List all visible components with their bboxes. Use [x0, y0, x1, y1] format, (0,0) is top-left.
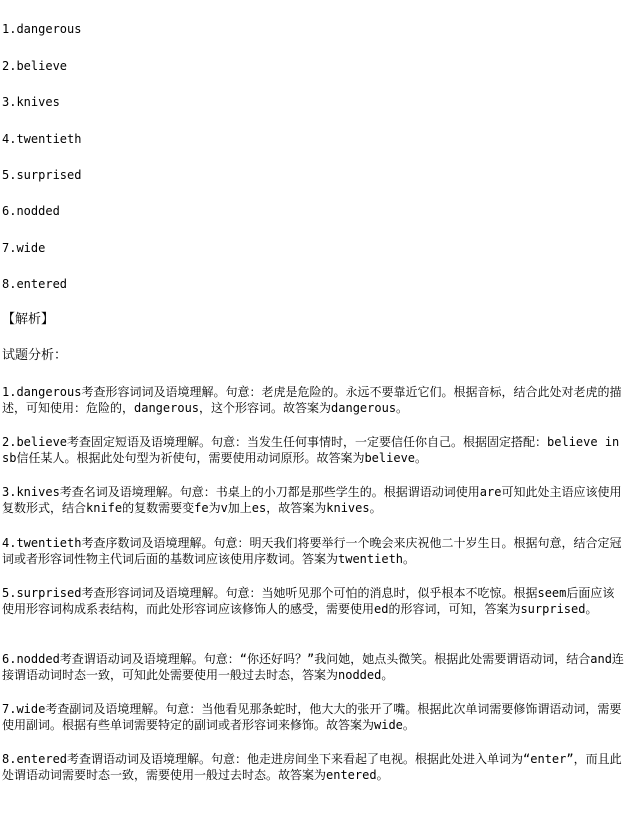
- answer-item-4: 4.twentieth: [2, 132, 82, 146]
- explanation-1: 1.dangerous考查形容词词及语境理解。句意：老虎是危险的。永远不要靠近它们。根据音标，结合此处对老虎的描述，可知使用：危险的，dangerous，这个形容词。故答案为dangerous。: [2, 385, 622, 415]
- explanation-8: 8.entered考查谓语动词及语境理解。句意：他走进房间坐下来看起了电视。根据此处进入单词为“enter”，而且此处谓语动词需要时态一致，需要使用一般过去时态。故答案为entered。: [2, 752, 622, 782]
- explanation-7: 7.wide考查副词及语境理解。句意：当他看见那条蛇时，他大大的张开了嘴。根据此次单词需要修饰谓语动词，需要使用副词。根据有些单词需要特定的副词或者形容词来修饰。故答案为wide。: [2, 702, 622, 732]
- analysis-heading: 【解析】: [2, 312, 55, 327]
- explanation-2: 2.believe考查固定短语及语境理解。句意：当发生任何事情时，一定要信任你自己。根据固定搭配：believe in sb信任某人。根据此处句型为祈使句，需要使用动词原形。故答案为believe。: [2, 435, 620, 465]
- answer-item-6: 6.nodded: [2, 204, 60, 218]
- answer-item-1: 1.dangerous: [2, 22, 82, 36]
- explanation-4: 4.twentieth考查序数词及语境理解。句意：明天我们将要举行一个晚会来庆祝他二十岁生日。根据句意，结合定冠词或者形容词性物主代词后面的基数词应该使用序数词。答案为twentieth。: [2, 536, 622, 566]
- answer-item-5: 5.surprised: [2, 168, 82, 182]
- explanation-6: 6.nodded考查谓语动词及语境理解。句意：“你还好吗？”我问她，她点头微笑。根据此处需要谓语动词，结合and连接谓语动词时态一致，可知此处需要使用一般过去时态，答案为nodded。: [2, 652, 624, 682]
- answer-item-7: 7.wide: [2, 241, 46, 255]
- answer-item-8: 8.entered: [2, 277, 68, 291]
- explanation-3: 3.knives考查名词及语境理解。句意：书桌上的小刀都是那些学生的。根据谓语动词使用are可知此处主语应该使用复数形式，结合knife的复数需要变fe为v加上es，故答案为knives。: [2, 485, 622, 515]
- answer-item-2: 2.believe: [2, 59, 68, 73]
- answer-item-3: 3.knives: [2, 95, 60, 109]
- analysis-intro: 试题分析：: [2, 348, 68, 363]
- explanation-5: 5.surprised考查形容词词及语境理解。句意：当她听见那个可怕的消息时，似乎根本不吃惊。根据seem后面应该使用形容词构成系表结构，而此处形容词应该修饰人的感受，需要使用ed的形容词，可知，答案为surprised。: [2, 586, 615, 616]
